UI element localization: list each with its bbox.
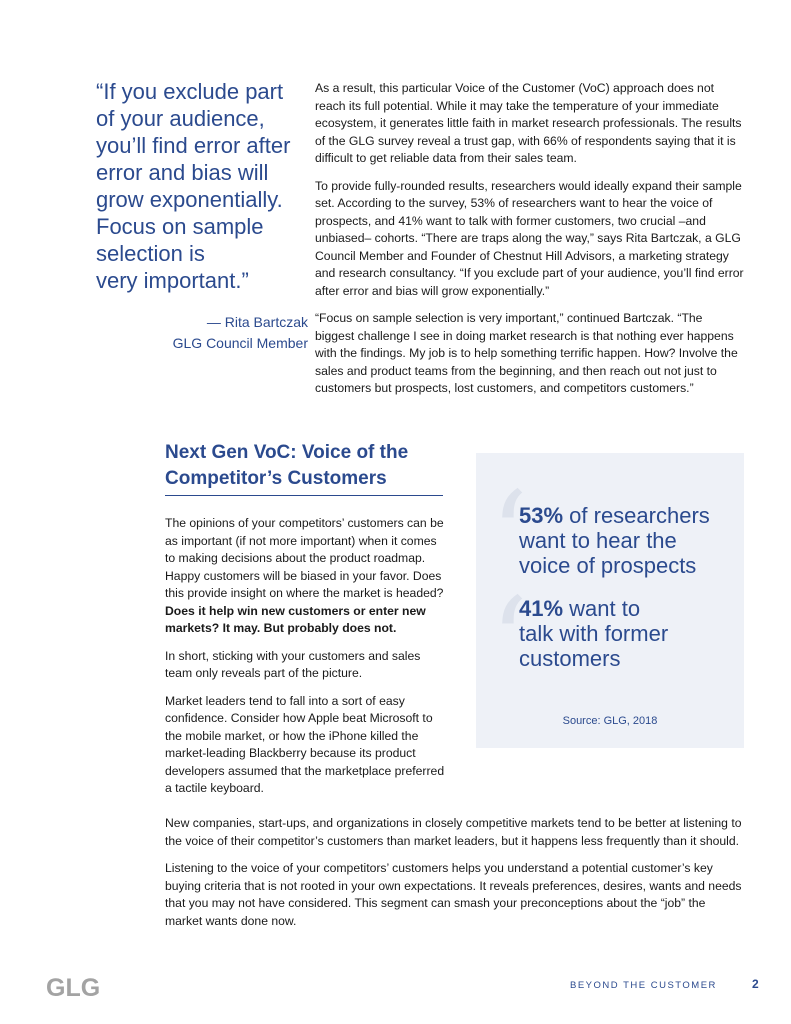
- section-heading: Next Gen VoC: Voice of the Competitor’s Customers: [165, 442, 409, 489]
- body-paragraph: Listening to the voice of your competitors’ customers helps you understand a potential customer’s key buying criteria that is not rooted in your own expectations. It reveals preferences, desires, wants and needs that you may not have considered. This segment can smash your preconceptions about the “job” the market wants done now.: [165, 861, 742, 928]
- stat-source: Source: GLG, 2018: [562, 715, 658, 727]
- bottom-column: [165, 815, 745, 940]
- stat-former-customers: [519, 596, 668, 671]
- section-column: [165, 515, 450, 808]
- pull-quote-line: of your audience,: [96, 106, 265, 131]
- paragraph-text: The opinions of your competitors’ customers can be as important (if not more important) when it comes to making decisions about the product roadmap. Happy customers will be biased in your favor. Does this provide insight on where the market is headed?: [165, 516, 444, 600]
- pull-quote-line: selection is: [96, 241, 205, 266]
- pull-quote-line: error and bias will: [96, 160, 269, 185]
- stat-line: want to hear the: [519, 528, 677, 553]
- body-paragraph: “Focus on sample selection is very important,” continued Bartczak. “The biggest challenge I see in doing market research is that nothing ever happens with the findings. My job is to help something terrific happen. How? Involve the sales and product teams from the beginning, and then reach out not just to customers but prospects, lost customers, and competitors customers.”: [315, 311, 738, 395]
- body-paragraph: New companies, start-ups, and organizations in closely competitive markets tend to be better at listening to the voice of their competitor’s customers than market leaders, but it happens less frequently than it should.: [165, 816, 742, 848]
- attribution-name: — Rita Bartczak: [206, 314, 308, 330]
- stat-number: 41%: [519, 596, 564, 621]
- quote-mark-icon: ‘: [490, 573, 529, 712]
- footer-title: BEYOND THE CUSTOMER: [570, 980, 717, 991]
- right-column: [315, 80, 745, 408]
- stat-text: want to: [563, 596, 641, 621]
- pull-quote-line: “If you exclude part: [96, 79, 284, 104]
- pull-quote: [96, 78, 310, 294]
- body-paragraph: [165, 515, 450, 638]
- stat-line: [519, 596, 668, 621]
- body-paragraph: In short, sticking with your customers and sales team only reveals part of the picture.: [165, 648, 421, 680]
- stat-line: customers: [519, 646, 621, 671]
- quote-mark-icon: ‘: [490, 467, 529, 606]
- stat-line: talk with former: [519, 621, 669, 646]
- stat-text: of researchers: [563, 503, 710, 528]
- body-paragraph: To provide fully-rounded results, researchers would ideally expand their sample set. According to the survey, 53% of researchers want to hear the voice of prospects, and 41% want to talk with former customers, two crucial –and unbiased– cohorts. “There are traps along the way,” says Rita Bartczak, a GLG Council Member and Founder of Chestnut Hill Advisors, a marketing strategy and research consultancy. “If you exclude part of your audience, you’ll find error after error and bias will grow exponentially.”: [315, 178, 744, 298]
- stat-number: 53%: [519, 503, 564, 528]
- pull-quote-line: Focus on sample: [96, 214, 264, 239]
- pull-quote-line: you’ll find error after: [96, 133, 291, 158]
- body-paragraph: Market leaders tend to fall into a sort of easy confidence. Consider how Apple beat Microsoft to the mobile market, or how the iPhone killed the market-leading Blackberry because its product developers assumed that the marketplace preferred a tactile keyboard.: [165, 693, 445, 795]
- attribution-title: GLG Council Member: [172, 335, 308, 351]
- stat-line: voice of prospects: [519, 553, 697, 578]
- page-number: 2: [752, 977, 759, 991]
- glg-logo: GLG: [46, 974, 101, 1002]
- stat-line: [519, 503, 710, 528]
- heading-divider: [165, 495, 443, 496]
- pull-quote-line: very important.”: [96, 268, 249, 293]
- pull-quote-line: grow exponentially.: [96, 187, 283, 212]
- body-paragraph: As a result, this particular Voice of the Customer (VoC) approach does not reach its full potential. While it may take the temperature of your immediate ecosystem, it generates little faith in market research professionals. The results of the GLG survey reveal a trust gap, with 66% of respondents saying that it is difficult to get reliable data from their sales team.: [315, 81, 742, 165]
- stat-researchers-prospects: [519, 503, 710, 578]
- quote-attribution: [140, 312, 308, 354]
- paragraph-bold-text: Does it help win new customers or enter new markets? It may. But probably does not.: [165, 603, 426, 635]
- stat-callout-box: [476, 453, 744, 748]
